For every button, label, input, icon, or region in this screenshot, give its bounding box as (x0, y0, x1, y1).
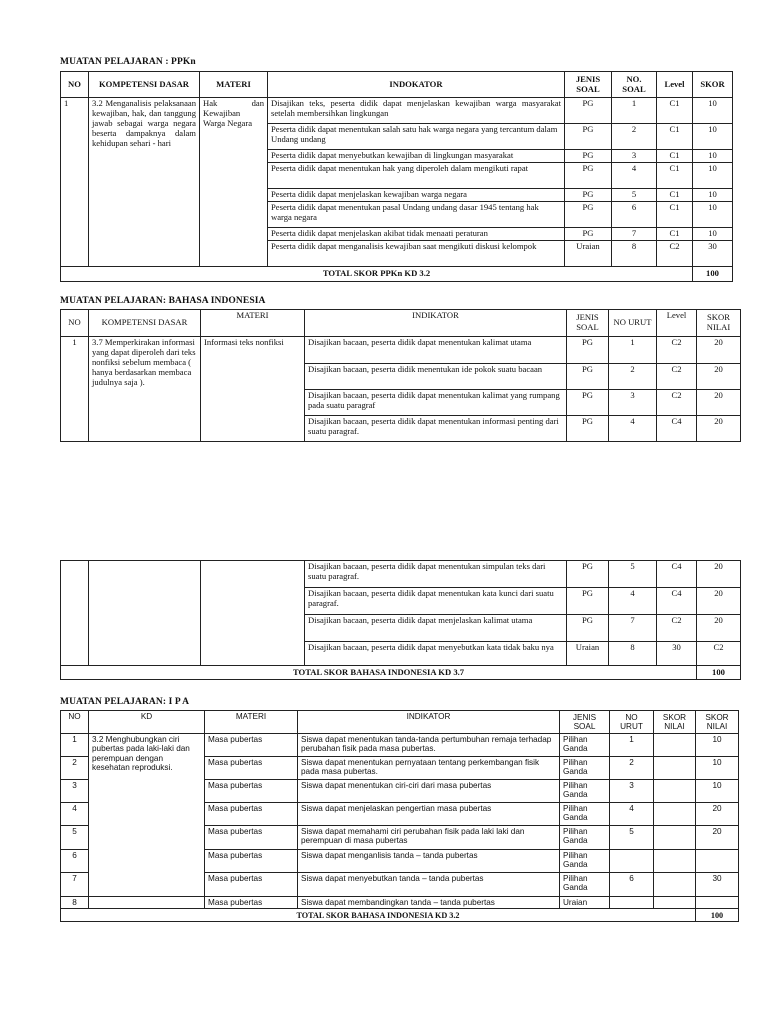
level: C2 (657, 364, 697, 390)
indikator: Siswa dapat menentukan ciri-ciri dari masa pubertas (298, 780, 560, 803)
jenis-soal: PG (567, 416, 609, 442)
col-header-no-urut: NO URUT (610, 711, 654, 734)
materi: Masa pubertas (205, 780, 298, 803)
level: C4 (657, 561, 697, 588)
col-header-no: NO (61, 310, 89, 337)
indikator: Siswa dapat menyebutkan tanda – tanda pubertas (298, 873, 560, 897)
skor: 20 (697, 364, 741, 390)
col-header-indikator: INDIKATOR (298, 711, 560, 734)
empty-cell (89, 561, 201, 666)
indikator: Peserta didik dapat menyebutkan kewajiban di lingkungan masyarakat (268, 150, 565, 163)
jenis-soal: PG (567, 615, 609, 642)
col-header-materi: MATERI (205, 711, 298, 734)
no-urut: 6 (610, 873, 654, 897)
indikator: Disajikan bacaan, peserta didik dapat menentukan kalimat yang rumpang pada suatu paragraf (305, 390, 567, 416)
indikator: Siswa dapat membandingkan tanda – tanda pubertas (298, 897, 560, 909)
table-row (61, 337, 741, 364)
kompetensi-dasar: 3.2 Menganalisis pelaksanaan kewajiban, hak, dan tanggung jawab sebagai warga negara beserta dampaknya dalam kehidupan sehari - hari (89, 98, 200, 267)
ppkn-section-title: MUATAN PELAJARAN : PPKn (60, 57, 196, 67)
skor-nilai (654, 850, 696, 873)
no-urut: 1 (610, 734, 654, 757)
indikator: Peserta didik dapat menentukan pasal Undang undang dasar 1945 tentang hak warga negara (268, 202, 565, 228)
col-header-skor-nilai: SKOR NILAI (654, 711, 696, 734)
kompetensi-dasar: 3.7 Memperkirakan informasi yang dapat diperoleh dari teks nonfiksi sebelum membaca ( hanya berdasarkan membaca judulnya saja ). (89, 337, 201, 442)
col-header-skor: SKOR (693, 72, 733, 98)
total-value: 100 (696, 909, 739, 922)
bindo-table-continued (60, 560, 741, 680)
no-soal: 1 (612, 98, 657, 124)
total-label: TOTAL SKOR BAHASA INDONESIA KD 3.7 (61, 666, 697, 680)
materi: Masa pubertas (205, 734, 298, 757)
col-header-no-urut: NO URUT (609, 310, 657, 337)
bindo-header-row (61, 310, 741, 337)
jenis-soal: Uraian (560, 897, 610, 909)
col-header-no-soal: NO. SOAL (612, 72, 657, 98)
materi: Masa pubertas (205, 850, 298, 873)
skor-nilai (654, 757, 696, 780)
skor: 20 (697, 588, 741, 615)
no-urut: 7 (609, 615, 657, 642)
ipa-table (60, 710, 739, 922)
no-urut: 5 (610, 826, 654, 850)
jenis-soal: Pilihan Ganda (560, 826, 610, 850)
skor-nilai (654, 780, 696, 803)
skor-nilai (654, 803, 696, 826)
empty-cell (61, 561, 89, 666)
indikator: Disajikan bacaan, peserta didik dapat menyebutkan kata tidak baku nya (305, 642, 567, 666)
level: C1 (657, 228, 693, 241)
materi: Hak dan Kewajiban Warga Negara (200, 98, 268, 267)
skor: 20 (697, 390, 741, 416)
col-header-indikator: INDIKATOR (305, 310, 567, 337)
skor-nilai (654, 873, 696, 897)
col-header-level: Level (657, 310, 697, 337)
col-header-no: NO (61, 72, 89, 98)
skor: 20 (697, 561, 741, 588)
indikator: Disajikan teks, peserta didik dapat menjelaskan kewajiban warga masyarakat setelah membersihkan lingkungan (268, 98, 565, 124)
table-row (61, 897, 739, 909)
table-row (61, 98, 733, 124)
row-no: 1 (61, 337, 89, 442)
col-header-kompetensi: KOMPETENSI DASAR (89, 72, 200, 98)
jenis-soal: PG (565, 150, 612, 163)
row-no: 6 (61, 850, 89, 873)
materi: Masa pubertas (205, 757, 298, 780)
jenis-soal: Pilihan Ganda (560, 780, 610, 803)
row-no: 2 (61, 757, 89, 780)
level: 30 (657, 642, 697, 666)
skor-nilai-2: 20 (696, 803, 739, 826)
skor: 10 (693, 124, 733, 150)
no-soal: 5 (612, 189, 657, 202)
level: C1 (657, 98, 693, 124)
col-header-skor-nilai: SKOR NILAI (697, 310, 741, 337)
row-no: 3 (61, 780, 89, 803)
indikator: Peserta didik dapat menjelaskan akibat tidak menaati peraturan (268, 228, 565, 241)
ppkn-header-row (61, 72, 733, 98)
skor: 20 (697, 615, 741, 642)
jenis-soal: PG (565, 228, 612, 241)
skor-nilai-2 (696, 850, 739, 873)
bindo-section-title: MUATAN PELAJARAN: BAHASA INDONESIA (60, 296, 266, 306)
kompetensi-dasar: 3.2 Menghubungkan ciri pubertas pada laki-laki dan perempuan dengan kesehatan reproduksi. (89, 734, 205, 897)
jenis-soal: PG (567, 561, 609, 588)
col-header-skor-nilai-2: SKOR NILAI (696, 711, 739, 734)
indikator: Peserta didik dapat menentukan salah satu hak warga negara yang tercantum dalam Undang undang (268, 124, 565, 150)
row-no: 5 (61, 826, 89, 850)
materi: Masa pubertas (205, 803, 298, 826)
skor: C2 (697, 642, 741, 666)
level: C1 (657, 189, 693, 202)
no-soal: 6 (612, 202, 657, 228)
ipa-header-row (61, 711, 739, 734)
indikator: Disajikan bacaan, peserta didik dapat menjelaskan kalimat utama (305, 615, 567, 642)
jenis-soal: PG (565, 163, 612, 189)
no-urut (610, 850, 654, 873)
total-row (61, 909, 739, 922)
indikator: Disajikan bacaan, peserta didik menentukan ide pokok suatu bacaan (305, 364, 567, 390)
level: C2 (657, 241, 693, 267)
skor-nilai-2 (696, 897, 739, 909)
jenis-soal: PG (567, 588, 609, 615)
total-value: 100 (693, 267, 733, 282)
jenis-soal: Pilihan Ganda (560, 734, 610, 757)
jenis-soal: PG (565, 189, 612, 202)
jenis-soal: Uraian (567, 642, 609, 666)
skor-nilai-2: 10 (696, 757, 739, 780)
no-urut: 1 (609, 337, 657, 364)
table-row (61, 561, 741, 588)
jenis-soal: Pilihan Ganda (560, 757, 610, 780)
materi: Masa pubertas (205, 826, 298, 850)
ipa-section-title: MUATAN PELAJARAN: I P A (60, 697, 190, 707)
jenis-soal: PG (565, 98, 612, 124)
skor: 30 (693, 241, 733, 267)
col-header-jenis-soal: JENIS SOAL (565, 72, 612, 98)
no-soal: 8 (612, 241, 657, 267)
level: C2 (657, 615, 697, 642)
jenis-soal: Pilihan Ganda (560, 803, 610, 826)
no-urut: 4 (610, 803, 654, 826)
no-urut: 4 (609, 588, 657, 615)
indikator: Disajikan bacaan, peserta didik dapat menentukan kalimat utama (305, 337, 567, 364)
row-no: 8 (61, 897, 89, 909)
indikator: Peserta didik dapat menjelaskan kewajiban warga negara (268, 189, 565, 202)
no-urut (610, 897, 654, 909)
col-header-materi: MATERI (200, 72, 268, 98)
indikator: Peserta didik dapat menganalisis kewajiban saat mengikuti diskusi kelompok (268, 241, 565, 267)
total-value: 100 (697, 666, 741, 680)
indikator: Siswa dapat memahami ciri perubahan fisik pada laki laki dan perempuan di masa pubertas (298, 826, 560, 850)
indikator: Siswa dapat menentukan tanda-tanda pertumbuhan remaja terhadap perubahan fisik pada masa pubertas. (298, 734, 560, 757)
bindo-table (60, 309, 741, 442)
col-header-kompetensi: KOMPETENSI DASAR (89, 310, 201, 337)
level: C4 (657, 588, 697, 615)
level: C1 (657, 150, 693, 163)
indikator: Disajikan bacaan, peserta didik dapat menentukan informasi penting dari suatu paragraf. (305, 416, 567, 442)
total-row (61, 666, 741, 680)
level: C2 (657, 337, 697, 364)
col-header-level: Level (657, 72, 693, 98)
jenis-soal: Pilihan Ganda (560, 850, 610, 873)
row-no: 1 (61, 98, 89, 267)
empty-cell (89, 897, 205, 909)
row-no: 1 (61, 734, 89, 757)
skor: 10 (693, 189, 733, 202)
indikator: Siswa dapat menganlisis tanda – tanda pubertas (298, 850, 560, 873)
total-label: TOTAL SKOR PPKn KD 3.2 (61, 267, 693, 282)
col-header-indikator: INDOKATOR (268, 72, 565, 98)
level: C1 (657, 202, 693, 228)
no-urut: 2 (610, 757, 654, 780)
materi: Informasi teks nonfiksi (201, 337, 305, 442)
skor: 10 (693, 163, 733, 189)
jenis-soal: Uraian (565, 241, 612, 267)
jenis-soal: PG (567, 364, 609, 390)
level: C2 (657, 390, 697, 416)
col-header-no: NO (61, 711, 89, 734)
indikator: Disajikan bacaan, peserta didik dapat menentukan kata kunci dari suatu paragraf. (305, 588, 567, 615)
jenis-soal: Pilihan Ganda (560, 873, 610, 897)
skor: 10 (693, 202, 733, 228)
skor: 20 (697, 416, 741, 442)
level: C1 (657, 163, 693, 189)
skor-nilai-2: 10 (696, 780, 739, 803)
jenis-soal: PG (565, 124, 612, 150)
indikator: Peserta didik dapat menentukan hak yang diperoleh dalam mengikuti rapat (268, 163, 565, 189)
ppkn-table (60, 71, 733, 282)
skor-nilai-2: 10 (696, 734, 739, 757)
empty-cell (201, 561, 305, 666)
col-header-jenis-soal: JENIS SOAL (567, 310, 609, 337)
col-header-materi: MATERI (201, 310, 305, 337)
level: C1 (657, 124, 693, 150)
jenis-soal: PG (567, 390, 609, 416)
table-row (61, 734, 739, 757)
skor: 10 (693, 98, 733, 124)
no-urut: 2 (609, 364, 657, 390)
jenis-soal: PG (567, 337, 609, 364)
no-urut: 8 (609, 642, 657, 666)
no-soal: 4 (612, 163, 657, 189)
row-no: 7 (61, 873, 89, 897)
no-urut: 4 (609, 416, 657, 442)
skor: 20 (697, 337, 741, 364)
col-header-jenis-soal: JENIS SOAL (560, 711, 610, 734)
indikator: Siswa dapat menjelaskan pengertian masa pubertas (298, 803, 560, 826)
no-urut: 5 (609, 561, 657, 588)
no-soal: 7 (612, 228, 657, 241)
row-no: 4 (61, 803, 89, 826)
skor-nilai (654, 734, 696, 757)
skor-nilai (654, 826, 696, 850)
materi: Masa pubertas (205, 897, 298, 909)
no-urut: 3 (610, 780, 654, 803)
skor: 10 (693, 150, 733, 163)
total-row (61, 267, 733, 282)
skor-nilai-2: 20 (696, 826, 739, 850)
indikator: Disajikan bacaan, peserta didik dapat menentukan simpulan teks dari suatu paragraf. (305, 561, 567, 588)
col-header-kd: KD (89, 711, 205, 734)
jenis-soal: PG (565, 202, 612, 228)
level: C4 (657, 416, 697, 442)
skor-nilai-2: 30 (696, 873, 739, 897)
indikator: Siswa dapat menentukan pernyataan tentang perkembangan fisik pada masa pubertas. (298, 757, 560, 780)
materi: Masa pubertas (205, 873, 298, 897)
skor-nilai (654, 897, 696, 909)
skor: 10 (693, 228, 733, 241)
no-soal: 3 (612, 150, 657, 163)
no-urut: 3 (609, 390, 657, 416)
no-soal: 2 (612, 124, 657, 150)
total-label: TOTAL SKOR BAHASA INDONESIA KD 3.2 (61, 909, 696, 922)
